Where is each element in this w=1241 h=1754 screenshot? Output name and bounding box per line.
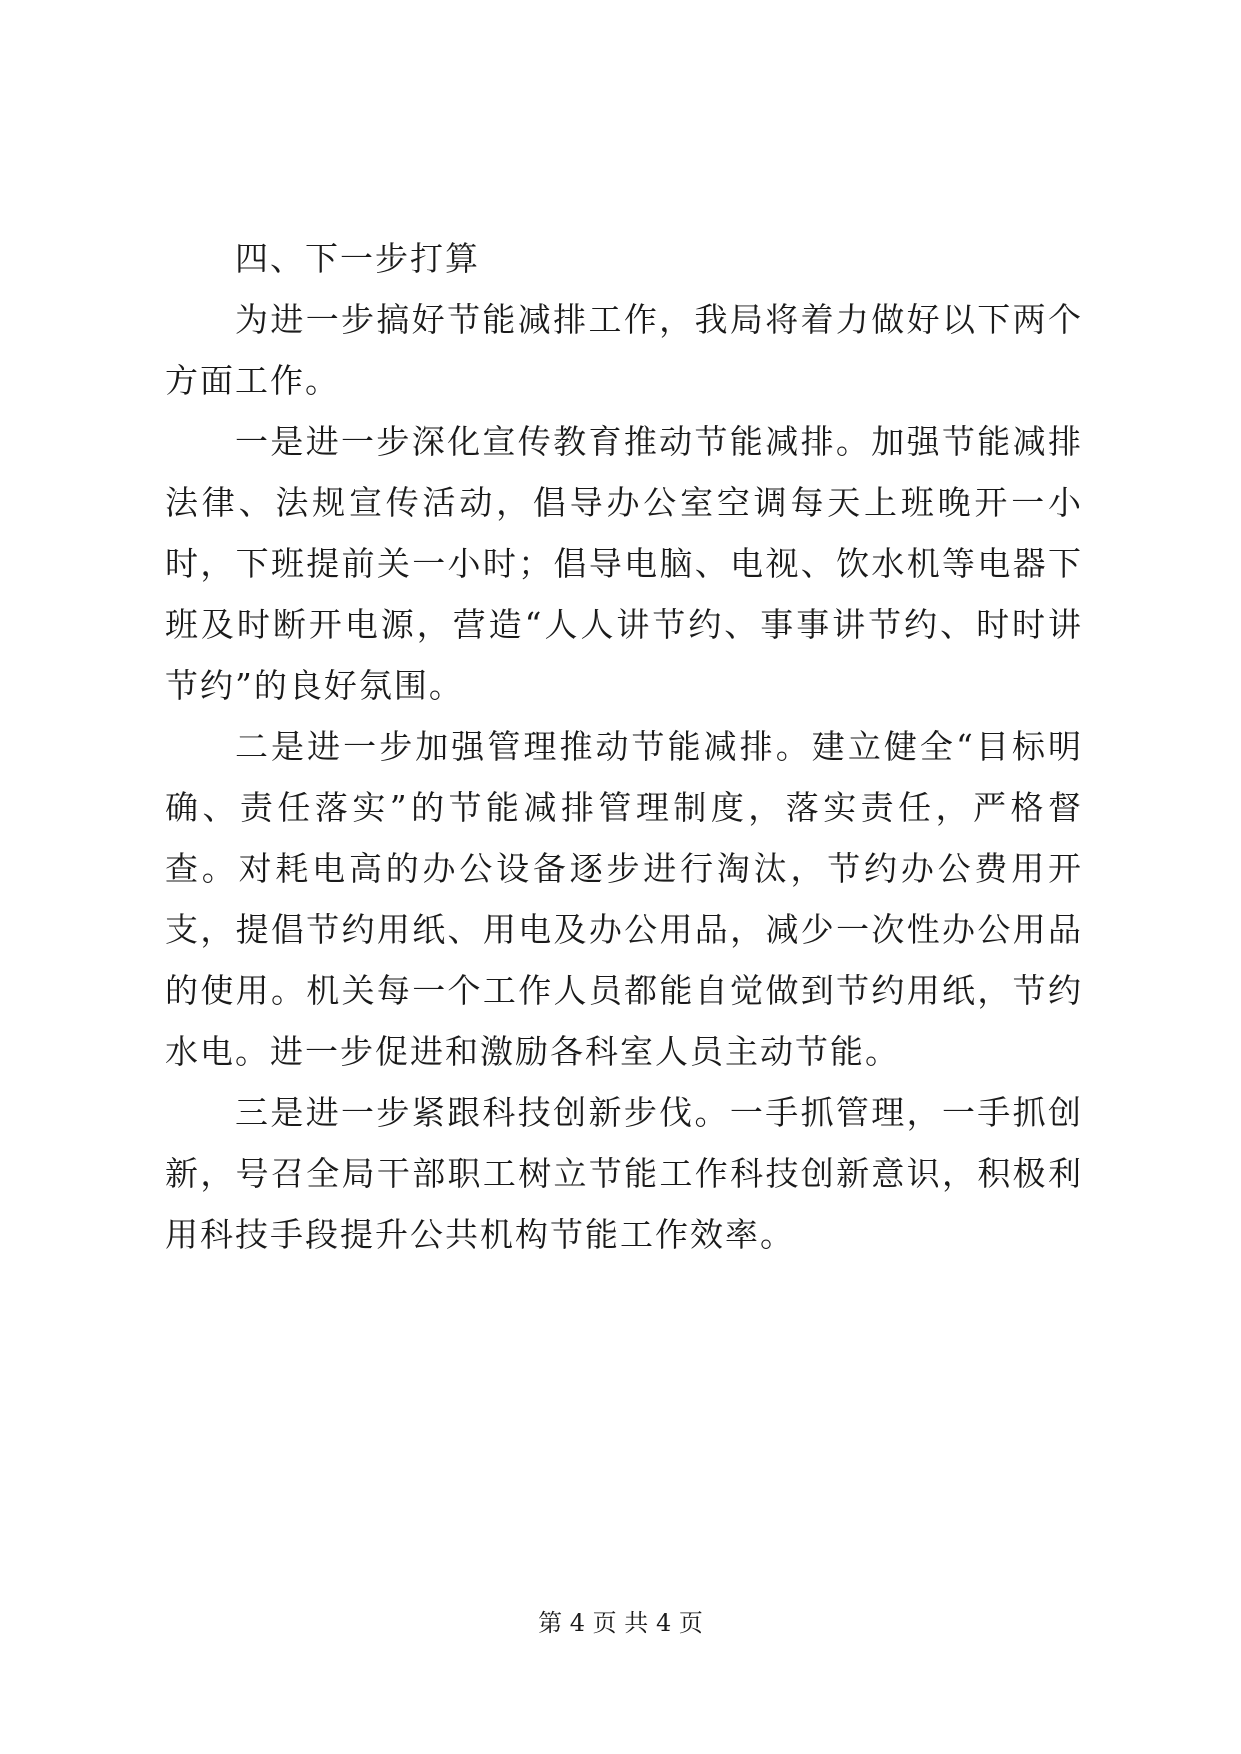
paragraph-publicity-education: 一是进一步深化宣传教育推动节能减排。加强节能减排法律、法规宣传活动，倡导办公室空调每天上班晚开一小时，下班提前关一小时；倡导电脑、电视、饮水机等电器下班及时断开电源，营造“人人讲节约、事事讲节约、时时讲节约”的良好氛围。	[165, 422, 1083, 705]
section-heading: 四、下一步打算	[235, 239, 480, 278]
paragraph-innovation: 三是进一步紧跟科技创新步伐。一手抓管理，一手抓创新，号召全局干部职工树立节能工作科技创新意识，积极利用科技手段提升公共机构节能工作效率。	[165, 1093, 1083, 1254]
paragraph-intro: 为进一步搞好节能减排工作，我局将着力做好以下两个方面工作。	[165, 300, 1083, 400]
document-body	[165, 228, 1083, 1265]
paragraph-management: 二是进一步加强管理推动节能减排。建立健全“目标明确、责任落实”的节能减排管理制度，落实责任，严格督查。对耗电高的办公设备逐步进行淘汰，节约办公费用开支，提倡节约用纸、用电及办公用品，减少一次性办公用品的使用。机关每一个工作人员都能自觉做到节约用纸，节约水电。进一步促进和激励各科室人员主动节能。	[165, 727, 1083, 1071]
page-number-footer: 第 4 页 共 4 页	[538, 1609, 703, 1637]
